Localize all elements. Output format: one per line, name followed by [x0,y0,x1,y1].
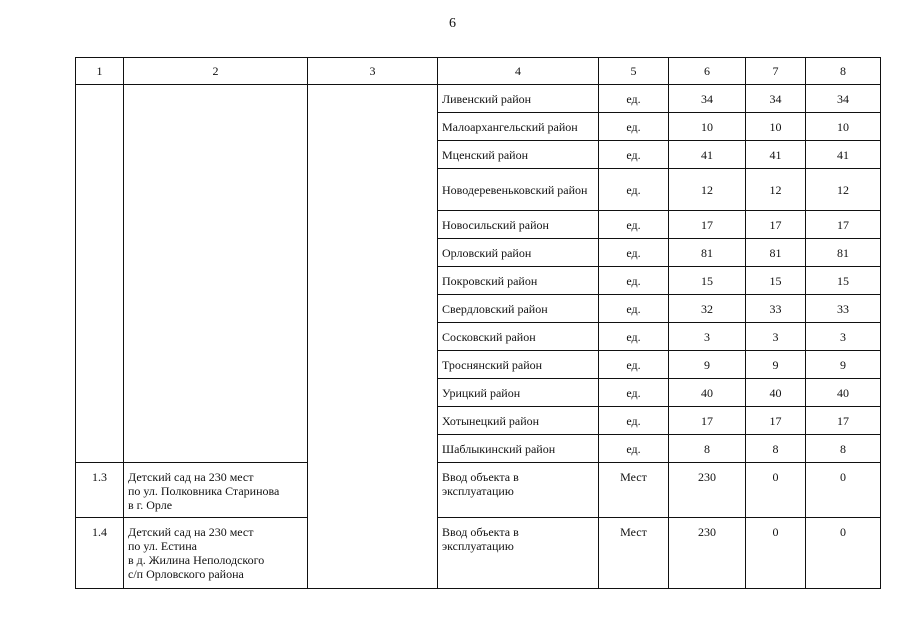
value-col8: 0 [806,518,881,589]
column-header: 2 [124,58,308,85]
empty-cell-col3 [308,85,438,589]
value-col8: 81 [806,239,881,267]
column-header: 4 [438,58,599,85]
value-col6: 41 [669,141,746,169]
unit-cell: ед. [599,141,669,169]
value-col8: 34 [806,85,881,113]
district-name: Новосильский район [438,211,599,239]
column-header: 7 [746,58,806,85]
district-name: Мценский район [438,141,599,169]
row-index: 1.3 [76,463,124,518]
object-line: с/п Орловского района [128,567,244,581]
district-name: Хотынецкий район [438,407,599,435]
value-col6: 32 [669,295,746,323]
measure-line: Ввод объекта в [442,470,519,484]
value-col6: 230 [669,518,746,589]
row-index: 1.4 [76,518,124,589]
value-col8: 12 [806,169,881,211]
unit-cell: ед. [599,267,669,295]
column-header: 6 [669,58,746,85]
object-line: Детский сад на 230 мест [128,525,254,539]
value-col8: 9 [806,351,881,379]
value-col6: 9 [669,351,746,379]
unit-cell: Мест [599,518,669,589]
object-line: Детский сад на 230 мест [128,470,254,484]
unit-cell: Мест [599,463,669,518]
object-line: в д. Жилина Неполодского [128,553,265,567]
value-col8: 10 [806,113,881,141]
value-col8: 17 [806,407,881,435]
value-col7: 9 [746,351,806,379]
unit-cell: ед. [599,351,669,379]
district-name: Свердловский район [438,295,599,323]
district-name: Шаблыкинский район [438,435,599,463]
value-col7: 41 [746,141,806,169]
district-name: Урицкий район [438,379,599,407]
measure-description [438,463,599,518]
table-row [76,85,881,113]
empty-cell-col2 [124,85,308,463]
column-header: 1 [76,58,124,85]
value-col7: 0 [746,518,806,589]
value-col6: 3 [669,323,746,351]
district-name: Новодеревеньковский район [438,169,599,211]
empty-cell-col1 [76,85,124,463]
value-col7: 33 [746,295,806,323]
unit-cell: ед. [599,169,669,211]
value-col8: 17 [806,211,881,239]
value-col7: 40 [746,379,806,407]
object-description [124,463,308,518]
unit-cell: ед. [599,379,669,407]
unit-cell: ед. [599,435,669,463]
unit-cell: ед. [599,85,669,113]
value-col7: 34 [746,85,806,113]
district-name: Малоархангельский район [438,113,599,141]
value-col8: 41 [806,141,881,169]
column-number-row [76,58,881,85]
value-col8: 15 [806,267,881,295]
district-name: Ливенский район [438,85,599,113]
table-row [76,463,881,518]
object-description [124,518,308,589]
unit-cell: ед. [599,211,669,239]
value-col7: 17 [746,407,806,435]
unit-cell: ед. [599,239,669,267]
column-header: 3 [308,58,438,85]
object-line: по ул. Естина [128,539,197,553]
indicators-table [75,57,881,589]
value-col8: 40 [806,379,881,407]
value-col7: 12 [746,169,806,211]
value-col6: 81 [669,239,746,267]
value-col7: 15 [746,267,806,295]
unit-cell: ед. [599,113,669,141]
measure-line: Ввод объекта в [442,525,519,539]
value-col7: 17 [746,211,806,239]
page-number: 6 [449,16,456,31]
value-col6: 34 [669,85,746,113]
value-col7: 10 [746,113,806,141]
unit-cell: ед. [599,407,669,435]
value-col8: 33 [806,295,881,323]
table-row [76,518,881,589]
column-header: 5 [599,58,669,85]
value-col8: 3 [806,323,881,351]
value-col6: 8 [669,435,746,463]
district-name: Троснянский район [438,351,599,379]
object-line: по ул. Полковника Старинова [128,484,280,498]
value-col6: 17 [669,211,746,239]
object-line: в г. Орле [128,498,173,512]
value-col6: 12 [669,169,746,211]
value-col7: 8 [746,435,806,463]
district-name: Орловский район [438,239,599,267]
value-col7: 0 [746,463,806,518]
measure-description [438,518,599,589]
district-name: Сосковский район [438,323,599,351]
value-col6: 15 [669,267,746,295]
unit-cell: ед. [599,323,669,351]
value-col6: 230 [669,463,746,518]
measure-line: эксплуатацию [442,539,514,553]
value-col8: 8 [806,435,881,463]
value-col7: 81 [746,239,806,267]
value-col8: 0 [806,463,881,518]
value-col7: 3 [746,323,806,351]
value-col6: 10 [669,113,746,141]
value-col6: 17 [669,407,746,435]
measure-line: эксплуатацию [442,484,514,498]
table-body [76,85,881,589]
district-name: Покровский район [438,267,599,295]
unit-cell: ед. [599,295,669,323]
column-header: 8 [806,58,881,85]
value-col6: 40 [669,379,746,407]
